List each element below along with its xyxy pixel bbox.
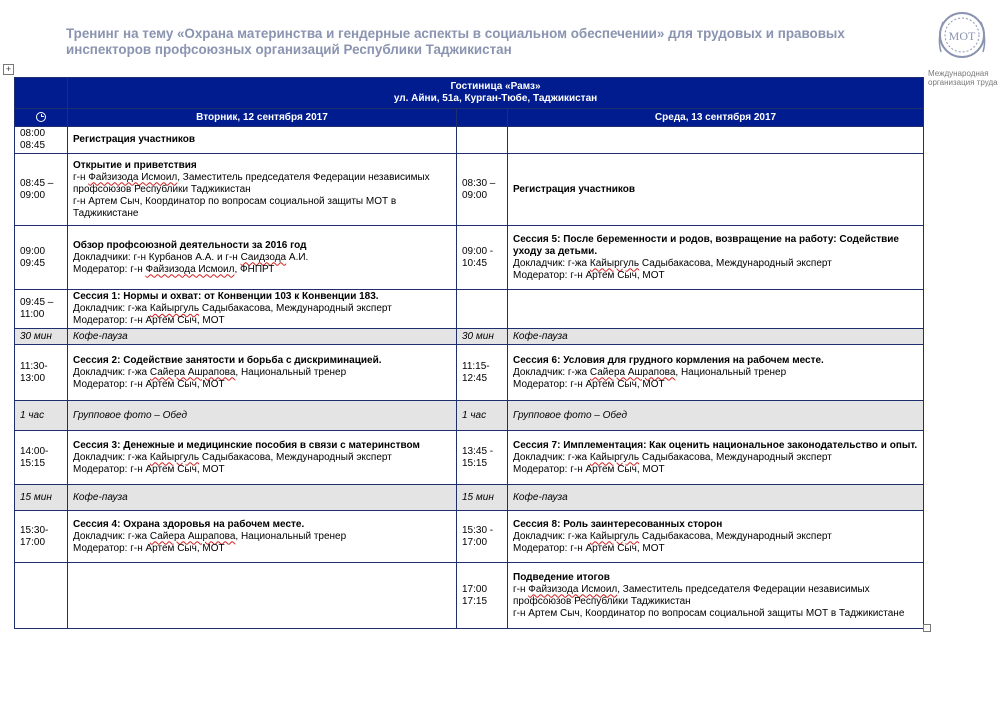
- speaker-line: г-н Артем Сыч, Координатор по вопросам социальной защиты МОТ в Таджикистане: [73, 195, 397, 219]
- speaker-line: [513, 258, 918, 270]
- session-cell: [508, 563, 924, 629]
- time-cell: 08:00 08:45: [15, 127, 68, 154]
- session-cell: [68, 511, 457, 563]
- session-title: Регистрация участников: [73, 134, 196, 145]
- time-cell: 09:00 - 10:45: [457, 226, 508, 290]
- speaker-line: [73, 452, 451, 464]
- session-title: Сессия 7: Имплементация: Как оценить национальное законодательство и опыт.: [513, 439, 918, 451]
- table-row: [15, 290, 924, 329]
- table-row: [15, 511, 924, 563]
- break-row: [15, 485, 924, 511]
- speaker-prefix: г-н: [513, 583, 529, 595]
- day1-header: Вторник, 12 сентября 2017: [68, 109, 457, 127]
- hotel-cell: [68, 78, 924, 109]
- speaker-name: Кайыргуль: [589, 530, 640, 542]
- session-cell: [508, 431, 924, 485]
- speaker-role: Садыбакасова, Международный эксперт: [639, 257, 832, 269]
- time-cell: 17:00 17:15: [457, 563, 508, 629]
- session-cell: [508, 127, 924, 154]
- time-cell: 15 мин: [457, 485, 508, 511]
- ilo-logo: [928, 8, 1000, 87]
- hotel-name: Гостиница «Рамз»: [450, 81, 541, 92]
- session-cell: [508, 290, 924, 329]
- speaker-line: [73, 303, 451, 315]
- time-cell: 15:30 - 17:00: [457, 511, 508, 563]
- speaker-line: [513, 452, 918, 464]
- day-header-row: [15, 109, 924, 127]
- time-cell: [15, 563, 68, 629]
- session-cell: [508, 345, 924, 401]
- speaker-prefix: Докладчик: г-жа: [73, 451, 150, 463]
- speaker-line: [73, 367, 451, 379]
- speaker-name: Кайыргуль: [149, 303, 200, 314]
- speaker-line: [73, 531, 451, 543]
- speaker-role: , Национальный тренер: [235, 366, 347, 378]
- session-cell: [68, 345, 457, 401]
- moderator-line: Модератор: г-н Артем Сыч, МОТ: [513, 378, 665, 390]
- speaker-line: [513, 367, 918, 379]
- time-cell: 1 час: [457, 401, 508, 431]
- speaker-name: Кайыргуль: [149, 451, 200, 463]
- time-cell: 30 мин: [457, 329, 508, 345]
- time-cell: 1 час: [15, 401, 68, 431]
- speaker-role: А.И.: [286, 251, 309, 263]
- moderator-line: Модератор: г-н Артем Сыч, МОТ: [73, 463, 225, 475]
- time-cell: 11:15- 12:45: [457, 345, 508, 401]
- speaker-prefix: Докладчик: г-жа: [73, 530, 150, 542]
- speaker-prefix: г-н: [73, 171, 89, 183]
- speaker-line: [513, 531, 918, 543]
- time-column-header: [15, 109, 68, 127]
- ilo-emblem-icon: [931, 8, 993, 66]
- time-cell: 08:30 – 09:00: [457, 154, 508, 226]
- time-cell: 30 мин: [15, 329, 68, 345]
- speaker-name: Файзизода Исмоил: [88, 171, 178, 183]
- time-cell: 08:45 – 09:00: [15, 154, 68, 226]
- time-cell: 15:30- 17:00: [15, 511, 68, 563]
- session-cell: [508, 511, 924, 563]
- hotel-header-row: [15, 78, 924, 109]
- session-title: Открытие и приветствия: [73, 159, 197, 171]
- session-cell: [68, 127, 457, 154]
- schedule-table: [14, 77, 924, 629]
- moderator-line: Модератор: г-н Артем Сыч, МОТ: [513, 463, 665, 475]
- speaker-role: , Национальный тренер: [675, 366, 787, 378]
- session-cell: [68, 226, 457, 290]
- session-title: Подведение итогов: [513, 571, 610, 583]
- speaker-name: Сайера Ашрапова: [149, 530, 236, 542]
- speaker-role: Садыбакасова, Международный эксперт: [639, 451, 832, 463]
- moderator-line: Модератор: г-н Артем Сыч, МОТ: [513, 542, 665, 554]
- speaker-line: [73, 172, 451, 196]
- time-cell: [457, 290, 508, 329]
- session-title: Сессия 8: Роль заинтересованных сторон: [513, 518, 723, 530]
- speaker-prefix: Докладчик: г-жа: [73, 303, 150, 314]
- table-row: [15, 345, 924, 401]
- time-cell: 11:30- 13:00: [15, 345, 68, 401]
- session-title: Сессия 4: Охрана здоровья на рабочем месте.: [73, 518, 305, 530]
- table-row: [15, 563, 924, 629]
- break-row: [15, 329, 924, 345]
- break-cell: Кофе-пауза: [68, 485, 457, 511]
- day2-time-header: [457, 109, 508, 127]
- speaker-role: , Национальный тренер: [235, 530, 347, 542]
- session-title: Сессия 5: После беременности и родов, возвращение на работу: Содействие уходу за детьми.: [513, 233, 899, 257]
- table-resize-handle[interactable]: [923, 624, 931, 632]
- document-title: Тренинг на тему «Охрана материнства и гендерные аспекты в социальном обеспечении» для трудовых и правовых инспекторов профсоюзных организаций Республики Таджикистан: [66, 26, 845, 57]
- session-cell: [68, 431, 457, 485]
- hotel-header-spacer: [15, 78, 68, 109]
- session-cell: [68, 290, 457, 329]
- speaker-role: , Заместитель председателя Федерации независимых профсоюзов Республики Таджикистан: [513, 583, 870, 607]
- speaker-line: [513, 584, 918, 608]
- table-row: [15, 154, 924, 226]
- speaker-line: г-н Артем Сыч, Координатор по вопросам социальной защиты МОТ в Таджикистане: [513, 607, 905, 619]
- speaker-prefix: Докладчик: г-жа: [513, 366, 590, 378]
- time-cell: 15 мин: [15, 485, 68, 511]
- speaker-prefix: Докладчик: г-жа: [513, 257, 590, 269]
- moderator-line: Модератор: г-н Артем Сыч, МОТ: [73, 378, 225, 390]
- speaker-line: [73, 252, 451, 264]
- table-row: [15, 226, 924, 290]
- session-title: Сессия 3: Денежные и медицинские пособия в связи с материнством: [73, 439, 420, 451]
- speaker-name: Кайыргуль: [589, 257, 640, 269]
- speaker-name: Сайера Ашрапова: [149, 366, 236, 378]
- speaker-name: Саидзода: [240, 251, 287, 263]
- moderator-line: Модератор: г-н Артем Сыч, МОТ: [73, 542, 225, 554]
- time-cell: 13:45 - 15:15: [457, 431, 508, 485]
- table-move-handle[interactable]: +: [3, 64, 14, 75]
- break-cell: Групповое фото – Обед: [68, 401, 457, 431]
- session-cell: [508, 154, 924, 226]
- speaker-name: Файзизода Исмоил: [528, 583, 618, 595]
- moderator-line: Модератор: г-н Артем Сыч, МОТ: [73, 315, 225, 326]
- session-cell: [68, 563, 457, 629]
- speaker-prefix: Докладчик: г-жа: [513, 451, 590, 463]
- moderator-line: [73, 264, 451, 276]
- time-cell: 09:45 – 11:00: [15, 290, 68, 329]
- break-cell: Кофе-пауза: [508, 329, 924, 345]
- break-cell: Кофе-пауза: [508, 485, 924, 511]
- moderator-line: Модератор: г-н Артем Сыч, МОТ: [513, 269, 665, 281]
- moderator-name: Файзизода Исмоил: [145, 263, 235, 275]
- time-cell: 14:00- 15:15: [15, 431, 68, 485]
- session-title: Сессия 2: Содействие занятости и борьба с дискриминацией.: [73, 354, 382, 366]
- break-cell: Групповое фото – Обед: [508, 401, 924, 431]
- speaker-prefix: Докладчики: г-н Курбанов А.А. и г-н: [73, 251, 241, 263]
- speaker-prefix: Докладчик: г-жа: [513, 530, 590, 542]
- speaker-role: Садыбакасова, Международный эксперт: [639, 530, 832, 542]
- day2-header: Среда, 13 сентября 2017: [508, 109, 924, 127]
- speaker-role: Садыбакасова, Международный эксперт: [199, 303, 392, 314]
- session-title: Сессия 6: Условия для грудного кормления на рабочем месте.: [513, 354, 824, 366]
- speaker-role: Садыбакасова, Международный эксперт: [199, 451, 392, 463]
- speaker-role: , Заместитель председателя Федерации независимых профсоюзов Республики Таджикистан: [73, 171, 430, 195]
- logo-caption: Международная организация труда: [928, 69, 998, 87]
- break-row: [15, 401, 924, 431]
- table-row: [15, 431, 924, 485]
- logo-mark-text: МОТ: [948, 29, 976, 43]
- hotel-address: ул. Айни, 51а, Курган-Тюбе, Таджикистан: [393, 93, 598, 104]
- session-title: Регистрация участников: [513, 183, 636, 195]
- clock-icon: [36, 112, 46, 122]
- break-cell: Кофе-пауза: [68, 329, 457, 345]
- speaker-prefix: Докладчик: г-жа: [73, 366, 150, 378]
- speaker-name: Сайера Ашрапова: [589, 366, 676, 378]
- session-cell: [68, 154, 457, 226]
- time-cell: [457, 127, 508, 154]
- moderator-role: , ФНПРТ: [234, 263, 275, 275]
- moderator-prefix: Модератор: г-н: [73, 263, 146, 275]
- time-cell: 09:00 09:45: [15, 226, 68, 290]
- session-title: Сессия 1: Нормы и охват: от Конвенции 103 к Конвенции 183.: [73, 291, 379, 302]
- session-cell: [508, 226, 924, 290]
- session-title: Обзор профсоюзной деятельности за 2016 год: [73, 239, 307, 251]
- table-row: [15, 127, 924, 154]
- speaker-name: Кайыргуль: [589, 451, 640, 463]
